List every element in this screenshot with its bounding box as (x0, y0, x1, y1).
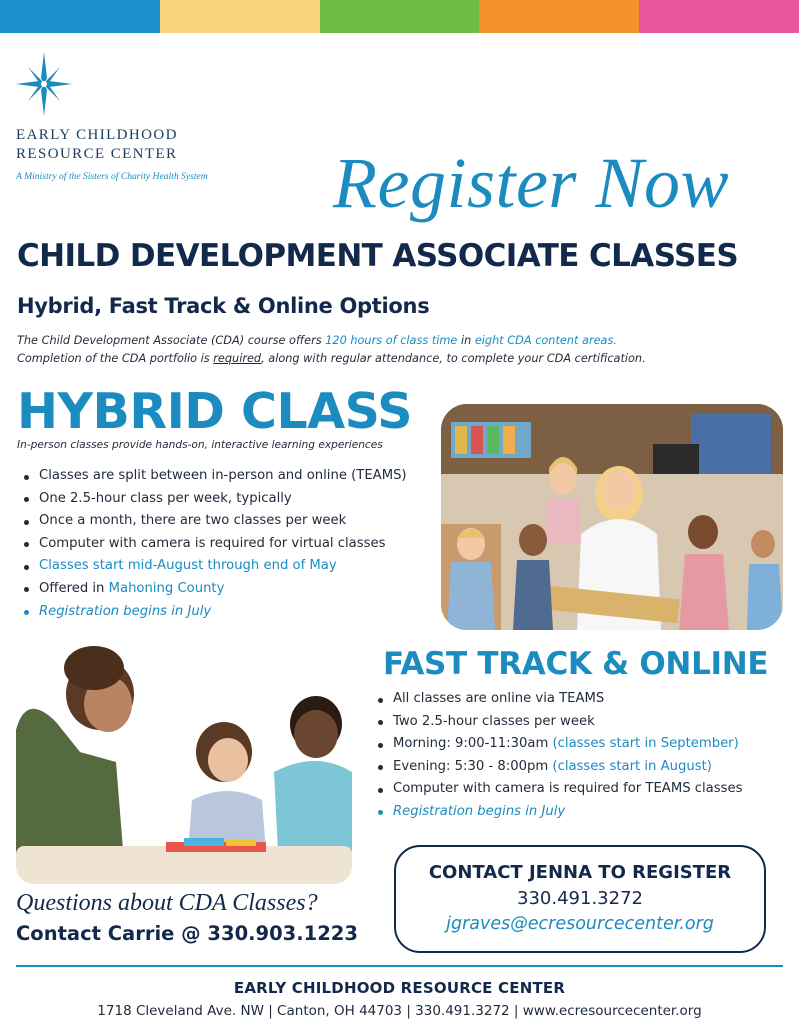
intro-text-mid: in (457, 334, 475, 347)
intro-text-3: , along with regular attendance, to complete your CDA certification. (261, 352, 646, 365)
morning-time: Morning: 9:00-11:30am (393, 736, 553, 752)
classroom-illustration (441, 404, 783, 630)
intro-hours: 120 hours of class time (325, 334, 458, 347)
logo-tagline: A Ministry of the Sisters of Charity Health System (16, 171, 208, 182)
logo-line-2: RESOURCE CENTER (16, 146, 178, 162)
list-item: One 2.5-hour class per week, typically (17, 488, 407, 511)
page-title: CHILD DEVELOPMENT ASSOCIATE CLASSES (17, 238, 739, 274)
fast-track-list (371, 688, 742, 824)
footer-divider (16, 965, 783, 967)
hybrid-list (17, 465, 407, 623)
footer-org-name: EARLY CHILDHOOD RESOURCE CENTER (233, 979, 566, 997)
carrie-contact: Contact Carrie @ 330.903.1223 (16, 922, 358, 945)
list-item: Computer with camera is required for TEAMS classes (371, 778, 742, 801)
teacher-illustration (16, 632, 352, 884)
organization-logo (16, 52, 276, 182)
stripe-blue (0, 0, 160, 33)
list-item: Registration begins in July (17, 601, 407, 624)
intro-text: The Child Development Associate (CDA) course offers (17, 334, 326, 347)
list-item: Two 2.5-hour classes per week (371, 711, 742, 734)
list-item: Classes are split between in-person and online (TEAMS) (17, 465, 407, 488)
list-item: Computer with camera is required for virtual classes (17, 533, 407, 556)
list-item: Once a month, there are two classes per week (17, 510, 407, 533)
contact-box (394, 845, 766, 953)
hybrid-subheading: In-person classes provide hands-on, interactive learning experiences (17, 439, 383, 451)
intro-paragraph (17, 332, 787, 368)
list-item (371, 756, 742, 779)
list-item: Registration begins in July (371, 801, 742, 824)
list-item (17, 578, 407, 601)
intro-text-2: Completion of the CDA portfolio is (17, 352, 214, 365)
page-subtitle: Hybrid, Fast Track & Online Options (17, 294, 430, 318)
intro-content-areas: eight CDA content areas. (474, 334, 617, 347)
questions-line: Questions about CDA Classes? (16, 890, 318, 916)
stripe-yellow (160, 0, 320, 33)
intro-required: required (213, 352, 262, 365)
morning-note: (classes start in September) (552, 736, 739, 752)
county-name: Mahoning County (108, 580, 225, 596)
headline: Register Now (333, 143, 729, 223)
hybrid-heading: HYBRID CLASS (17, 383, 413, 440)
list-item: All classes are online via TEAMS (371, 688, 742, 711)
color-stripe (0, 0, 799, 33)
footer-address: 1718 Cleveland Ave. NW | Canton, OH 44703 | 330.491.3272 | www.ecresourcecenter.org (97, 1003, 702, 1019)
list-item (371, 733, 742, 756)
evening-note: (classes start in August) (552, 758, 712, 774)
stripe-pink (639, 0, 799, 33)
stripe-green (320, 0, 480, 33)
fast-track-heading: FAST TRACK & ONLINE (383, 646, 769, 682)
offered-label: Offered in (39, 580, 109, 596)
teacher-children-photo (16, 632, 352, 884)
star-compass-icon (16, 52, 72, 116)
contact-heading: CONTACT JENNA TO REGISTER (428, 862, 732, 883)
contact-email-link[interactable]: jgraves@ecresourcecenter.org (446, 914, 714, 934)
contact-phone[interactable]: 330.491.3272 (517, 888, 643, 909)
stripe-orange (479, 0, 639, 33)
classroom-photo (441, 404, 783, 630)
logo-line-1: EARLY CHILDHOOD (16, 127, 178, 143)
evening-time: Evening: 5:30 - 8:00pm (393, 758, 553, 774)
list-item: Classes start mid-August through end of May (17, 555, 407, 578)
